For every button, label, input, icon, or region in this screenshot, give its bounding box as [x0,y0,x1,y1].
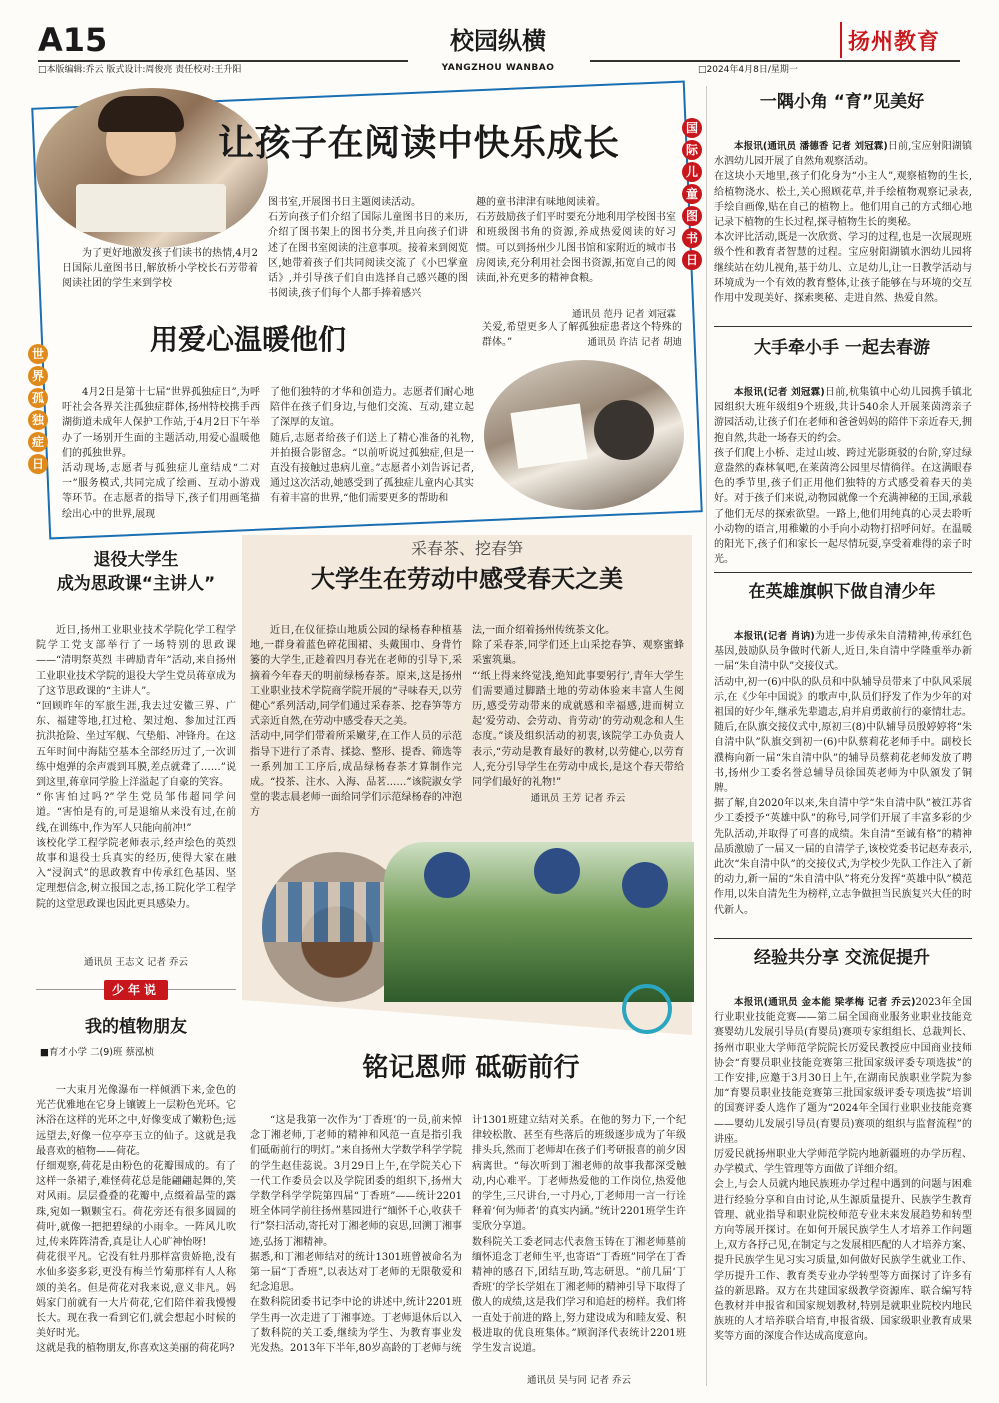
right-divider-1 [714,326,972,327]
reading-col-1-text: 为了更好地激发孩子们读书的热情,4月2日国际儿童图书日,解放桥小学校长石芳带着阅读社团的学生来到学校 [62,248,258,290]
retired-title-1: 退役大学生 [93,550,179,570]
badge-char: 孤 [28,388,48,408]
badge-char: 际 [682,140,702,160]
autism-title: 用爱心温暖他们 [150,323,347,356]
editor-credits: □本版编辑:乔云 版式设计:周俊亮 责任校对:王升阳 [38,65,242,75]
section-title: 校园纵横 [450,26,546,55]
badge-char: 症 [28,432,48,452]
skills-lead: 本报讯 [734,997,764,1008]
header [0,0,999,80]
autism-badge [28,344,48,476]
shaonian-text: 一大束月光像瀑布一样倾洒下来,金色的光芒优雅地在它身上镶镀上一层粉色光环。它沐浴在这样的光环之中,好像变成了嫩粉色;远远望去,好像一位亭亭玉立的仙子。这就是我最喜欢的植物——荷花。 仔细观察,荷花是由粉色的花瓣围成的。有了这样一条裙子,难怪荷花总是能翩翩起舞的,笑对风雨。层层叠叠的花瓣中,点缀着晶莹的露珠,宛如一颗颗宝石。荷花旁还有很多圆圆的荷叶,就像一把把碧绿的小雨伞。一阵风儿吹过,传来阵阵清香,真是让人心旷神怡呀! 荷花很平凡。它没有牡丹那样富贵娇艳,没有水仙多姿多彩,更没有梅兰竹菊那样有人人称颂的美名。但是荷花对我来说,意义非凡。妈妈家门前就有一大片荷花,它们陪伴着我慢慢长大。现在我一看到它们,就会想起小时候的美好时光。 这就是我的植物朋友,你喜欢这美丽的荷花吗? [36,1085,236,1355]
hero-lead: 本报讯 [734,631,764,642]
right-col-rule [706,86,707,1386]
badge-char: 图 [682,206,702,226]
shaonian-badge: 少年说 [104,980,168,1000]
badge-char: 独 [28,410,48,430]
spring-content: 日前,杭集镇中心幼儿园携手镇北园组织大班年级组9个班级,共计540余人开展莱茵湾亲子游园活动,让孩子们在老师和爸爸妈妈的陪伴下亲近春天,拥抱自然,共赴一场春天的约会。 孩子们爬上小桥、走过山坡、跨过光影斑驳的台阶,穿过绿意盎然的森林氧吧,在莱茵湾公园里尽情徜徉。在这满眼春色的季节里,孩子们正用他们独特的方式感受着春天的美好。对于孩子们来说,动物园就像一个充满神秘的王国,承载了他们无尽的探索欲望。一路上,他们用纯真的心灵去聆听小动物的语言,用稚嫩的小手向小动物打招呼问好。在温暖的阳光下,孩子们和家长一起尽情玩耍,享受着难得的亲子时光。 [714,387,972,566]
hero-title: 在英雄旗帜下做自清少年 [748,582,936,602]
tea-col-2-text: 法,一面介绍着扬州传统茶文化。 除了采春茶,同学们还上山采挖春笋、观察蜜蜂采蜜筑巢。 “‘纸上得来终觉浅,绝知此事要躬行’,青年大学生们需要通过脚踏土地的劳动体验来丰富人生阅历,感受劳动带来的成就感和幸福感,进而树立起‘爱劳动、会劳动、肯劳动’的劳动观念和人生态度。”谈及组织活动的初衷,该院学工办负责人表示,“劳动是教育最好的教材,以劳健心,以劳育人,充分引导学生在劳动中成长,是这个春天带给同学们最好的礼物!” [472,625,684,789]
tea-byline: 通讯员 王芳 记者 乔云 [530,793,626,804]
tea-col-2 [472,604,684,804]
reading-photo [36,88,268,248]
shaonian-title: 我的植物朋友 [85,1017,187,1037]
kindergarten-text [714,139,972,306]
badge-char: 界 [28,366,48,386]
kindergarten-title: 一隅小角 “育”见美好 [759,92,925,112]
kindergarten-content: 日前,宝应射阳湖镇水泗幼儿园开展了自然角观察活动。 在这块小天地里,孩子们化身为“小主人”,观察植物的生长,给植物浇水、松土,关心照顾花草,并手绘植物观察记录表,手绘自画像,贴在自己的植物上。他们用自己的方式细心地记录下植物的生长过程,探寻植物生长的奥秘。 本次评比活动,既是一次欣赏、学习的过程,也是一次展现班级个性和教育者智慧的过程。宝应射阳湖镇水泗幼儿园将继续站在幼儿视角,基于幼儿、立足幼儿,让一日教学活动与环境成为一个有效的教育整体,让孩子能够在与环境的交互作用中发现美好、探索奥秘、走进自然、热爱自然。 [714,141,972,305]
tea-kicker: 采春茶、挖春笋 [410,539,523,558]
hero-text [714,629,972,918]
badge-char: 世 [28,344,48,364]
reading-col-1 [62,246,258,318]
hero-lead-name: (记者 肖讷) [763,631,815,642]
badge-char: 日 [682,250,702,270]
shaonian-author: ■育才小学 二(9)班 蔡泓桢 [40,1047,154,1058]
hero-content: 为进一步传承朱自清精神,传承红色基因,鼓励队员争做时代新人,近日,朱自清中学隆重举办新一届“朱自清中队”交接仪式。 活动中,初一(6)中队的队员和中队辅导员带来了中队风采展示,在《少年中国说》的歌声中,队员们抒发了作为少年的对祖国的好少年,继承先辈遗志,肩并肩勇敢前行的豪情壮志。随后,在队旗交接仪式中,原初三(8)中队辅导员殷婷婷将“朱自清中队”队旗交到初一(6)中队蔡莉花老师手中。副校长濮梅向新一届“朱自清中队”的辅导员蔡莉花老师发放了聘书,扬州少工委名誉总辅导员徐国英老师为中队颁发了铜牌。 据了解,自2020年以来,朱自清中学“朱自清中队”被江苏省少工委授予“英雄中队”的称号,同学们开展了丰富多彩的少先队活动,并取得了可喜的成绩。朱自清“至诚有格”的精神品质激励了一届又一届的自清学子,该校党委书记赵寿表示,此次“朱自清中队”的交接仪式,为学校少先队工作注入了新的动力,新一届的“朱自清中队”将充分发挥“英雄中队”模范作用,以朱自清先生为榜样,立志争做担当民族复兴大任的时代新人。 [714,631,972,916]
reading-photo-hair [98,96,184,132]
tea-col-1 [250,604,462,840]
teacher-title: 铭记恩师 砥砺前行 [362,1053,580,1083]
shaonian-body [36,1064,236,1382]
teal-ring [622,984,672,1034]
retired-text: 近日,扬州工业职业技术学院化学工程学院学工党支部举行了一场特别的思政课——“清明祭英烈 丰碑励青年”活动,来自扬州工业职业技术学院的退役大学生党员蒋章成为了这节思政课的“主讲人”。 “回顾昨年的军旅生涯,我去过安徽三界、广东、福建等地,扛过枪、架过炮、参加过江西抗洪抢险、坐过军舰、气垫船、冲锋舟。在这五年时间中海陆空基本全部经历过了,一次训练中炮弹的余声震到耳膜,差点就聋了……”说到这里,蒋章同学脸上洋溢起了自豪的笑容。 “你害怕过吗?”学生党员邹伟超同学问道。“害怕是有的,可是退缩从来没有过,在前线,在训练中,作为军人只能向前冲!” 该校化学工程学院老师表示,经声绘色的英烈故事和退役士兵真实的经历,使得大家在融入“浸润式”的思政教育中传承红色基因、坚定理想信念,树立报国之志,扬工院化学工程学院的这堂思政课也因此更具感染力。 [36,625,236,910]
reading-col-2-text: 图书室,开展图书日主题阅读活动。 石芳向孩子们介绍了国际儿童图书日的来历,介绍了图书架上的图书分类,并且向孩子们讲述了在图书室阅读的注意事项。接着来到阅览区,她带着孩子们共同阅读交流了《小巴掌童话》,并引导孩子们自由选择自己感兴趣的图书阅读,孩子们每个人都手捧着感兴 [268,197,468,300]
page-number: A15 [38,21,108,59]
badge-char: 日 [28,454,48,474]
tea-photo-right-student-3 [622,862,668,908]
right-divider-2 [714,572,972,573]
badge-char: 国 [682,118,702,138]
brand-divider [840,22,842,58]
skills-body [714,976,972,1386]
teacher-col-1 [250,1094,462,1390]
tea-photo-right-student-2 [534,848,580,894]
autism-col-1 [62,366,260,522]
autism-col-2-text: 了他们独特的才华和创造力。志愿者们耐心地陪伴在孩子们身边,与他们交流、互动,建立起了深厚的友谊。 随后,志愿者给孩子们送上了精心准备的礼物,并拍摄合影留念。“以前听说过孤独症,但是一直没有接触过患病儿童。”志愿者小刘告诉记者,通过这次活动,她感受到了孤独症儿童内心其实有着丰富的世界,“他们需要更多的帮助和 [270,387,474,505]
skills-lead-name: (通讯员 金本能 梁孝梅 记者 乔云) [763,997,916,1008]
kindergarten-lead-name: (通讯员 潘德香 记者 刘冠霖) [762,141,888,152]
kindergarten-body [714,120,972,320]
spring-text [714,385,972,567]
issue-date: □2024年4月8日/星期一 [698,65,798,75]
teacher-col-2 [472,1094,686,1372]
paper-name: YANGZHOU WANBAO [441,63,555,73]
retired-byline: 通讯员 王志文 记者 乔云 [83,957,189,968]
teacher-col-2-text: 计1301班建立结对关系。在他的努力下,一个纪律较松散、甚至有些落后的班级逐步成为了年级排头兵,然而丁老师却在孩子们考研报喜的前夕因病离世。“每次听到丁湘老师的故事我都深受触动,内心难平。丁老师热爱他的工作岗位,热爱他的学生,三尺讲台,一寸丹心,丁老师用一言一行诠释着‘何为师者’的真实内涵。”统计2201班学生许雯欣分享道。 数科院关工委老同志代表詹玉铸在丁湘老师墓前缅怀追念丁老师生平,也寄语“丁香班”同学在丁香精神的感召下,团结互助,笃志研思。“前几届‘丁香班’的学长学姐在丁湘老师的精神引导下取得了傲人的成绩,这是我们学习和追赶的榜样。我们将一直处于前进的路上,努力建设成为和睦友爱、积极进取的优良班集体。”顾润泽代表统计2201班学生发言说道。 [472,1115,686,1355]
reading-badge [682,118,702,272]
tea-photo-right [384,842,694,1002]
kindergarten-lead: 本报讯 [734,141,763,152]
spring-body [714,366,972,570]
reading-col-3-text: 趣的童书津津有味地阅读着。 石芳鼓励孩子们平时要充分地利用学校图书室和班级图书角的资源,养成热爱阅读的好习惯。可以到扬州少儿图书馆和家附近的城市书房阅读,充分利用社会图书资源,拓宽自己的阅读面,补充更多的精神食粮。 [476,197,676,285]
shaonian-box [36,976,236,1006]
tea-title: 大学生在劳动中感受春天之美 [311,565,623,593]
autism-byline: 通讯员 许洁 记者 胡迪 [587,337,682,348]
tea-col-1-text: 近日,在仪征捺山地质公园的绿杨春种植基地,一群身着蓝色碎花围裙、头戴围巾、身背竹篓的大学生,正趁着四月春光在老师的引导下,采摘着今年春天的明前绿杨春茶。原来,这是扬州工业职业技术学院商学院开展的“寻味春天,以劳健心”系列活动,同学们通过采春茶、挖春笋等方式亲近自然,在劳动中感受春天之美。 活动中,同学们带着所采嫩芽,在工作人员的示范指导下进行了杀青、揉捻、整形、提香、筛选等一系列加工工序后,成品绿杨春茶才算制作完成。“投茶、注水、入海、品茗……”该院淑女学堂的裴志晨老师一面给同学们示范绿杨春的冲泡方 [250,625,462,819]
skills-title: 经验共分享 交流促提升 [754,948,930,968]
autism-col-2 [270,366,474,514]
badge-char: 童 [682,184,702,204]
reading-col-2 [268,176,468,321]
autism-col-1-text: 4月2日是第十七届“世界孤独症日”,为呼吁社会各界关注孤独症群体,扬州特校携手西湖街道未成年人保护工作站,于4月2日下午举办了一场别开生面的主题活动,用爱心温暖他们的孤独世界。 活动现场,志愿者与孤独症儿童结成“二对一”服务模式,共同完成了绘画、互动小游戏等环节。在志愿者的指导下,孩子们用画笔描绘出心中的世界,展现 [62,387,260,520]
teacher-byline: 通讯员 吴与同 记者 乔云 [526,1375,632,1386]
skills-text [714,995,972,1345]
right-divider-3 [714,938,972,939]
badge-char: 儿 [682,162,702,182]
tea-photo-right-student-1 [424,852,470,898]
autism-photo-paper [510,403,587,468]
reading-col-3 [476,176,676,306]
teacher-col-1-text: “这是我第一次作为‘丁香班’的一员,前来悼念丁湘老师,丁老师的精神和风范一直是指引我们砥砺前行的明灯。”来自扬州大学数学科学学院的学生赵佳蕊说。3月29日上午,在学院关心下一代工作委员会以及学院团委的组织下,扬州大学数学科学学院第四届“丁香班”——统计2201班全体同学前往扬州墓园进行“缅怀千心,收获千行”祭扫活动,寄托对丁湘老师的哀思,回溯丁湘事迹,弘扬丁湘精神。 据悉,和丁湘老师结对的统计1301班曾被命名为第一届“丁香班”,以表达对丁老师的无限敬爱和纪念追思。 在数科院团委书记李中论的讲述中,统计2201班学生再一次走进了丁湘事迹。丁老师退休后以入了数科院的关工委,继续为学生、为教育事业发光发热。2013年下半年,80岁高龄的丁老师与统 [250,1115,462,1355]
header-left-rule [38,60,408,62]
brand-logo: 扬州教育 [848,29,941,55]
reading-photo-book [76,184,226,232]
autism-photo-person [594,400,654,460]
autism-photo [484,360,684,510]
spring-lead-name: (记者 刘冠霖) [763,387,825,398]
skills-content: 2023年全国行业职业技能竞赛——第二届全国商业服务业职业技能竞赛婴幼儿发展引导员(育婴员)赛项专家组组长、总裁判长、扬州市职业大学师范学院院长厉爱民教授应中国商业技师协会“育婴员职业技能竞赛第三批国家级评委专项选拔”的工作安排,应邀于3月30日上午,在湖南民族职业学院为参加“育婴员职业技能竞赛第三批国家级评委专项选拔”培训的国赛评委人选作了题为“2024年全国行业职业技能竞赛——婴幼儿发展引导员(育婴员)赛项的组织与监督流程”的讲座。 厉爱民就扬州职业大学师范学院内地新疆班的办学历程、办学模式、学生管理等方面做了详细介绍。 会上,与会人员就内地民族班办学过程中遇到的问题与困难进行经验分享和自由讨论,从生源质量提升、民族学生教育管理、就业指导和职业院校师范专业未来发展趋势和转型方向等展开探讨。在如何开展民族学生人才培养工作问题上,双方各抒己见,在制定与之发展相匹配的人才培养方案、提升民族学生见习实习质量,如何做好民族学生就业工作、学历提升工作、教育类专业办学转型等方面探讨了许多有益的新思路。双方在共建国家级教学资源库、联合编写特色教材并申报省和国家规划教材,特别是就职业院校内地民族班的人才培养联合培育,申报省级、国家级职业教育成果奖等方面的深度合作达成高度意向。 [714,997,972,1343]
spring-title: 大手牵小手 一起去春游 [754,338,930,358]
autism-quote-text: 关爱,希望更多人了解孤独症患者这个特殊的群体。” [482,322,682,349]
badge-char: 书 [682,228,702,248]
spring-lead: 本报讯 [734,387,764,398]
reading-byline: 通讯员 范丹 记者 刘冠霖 [571,309,676,320]
header-right-rule [590,60,960,62]
reading-title: 让孩子在阅读中快乐成长 [218,122,620,164]
retired-body [36,604,236,956]
retired-title-2: 成为思政课“主讲人” [56,574,216,594]
hero-body [714,610,972,936]
